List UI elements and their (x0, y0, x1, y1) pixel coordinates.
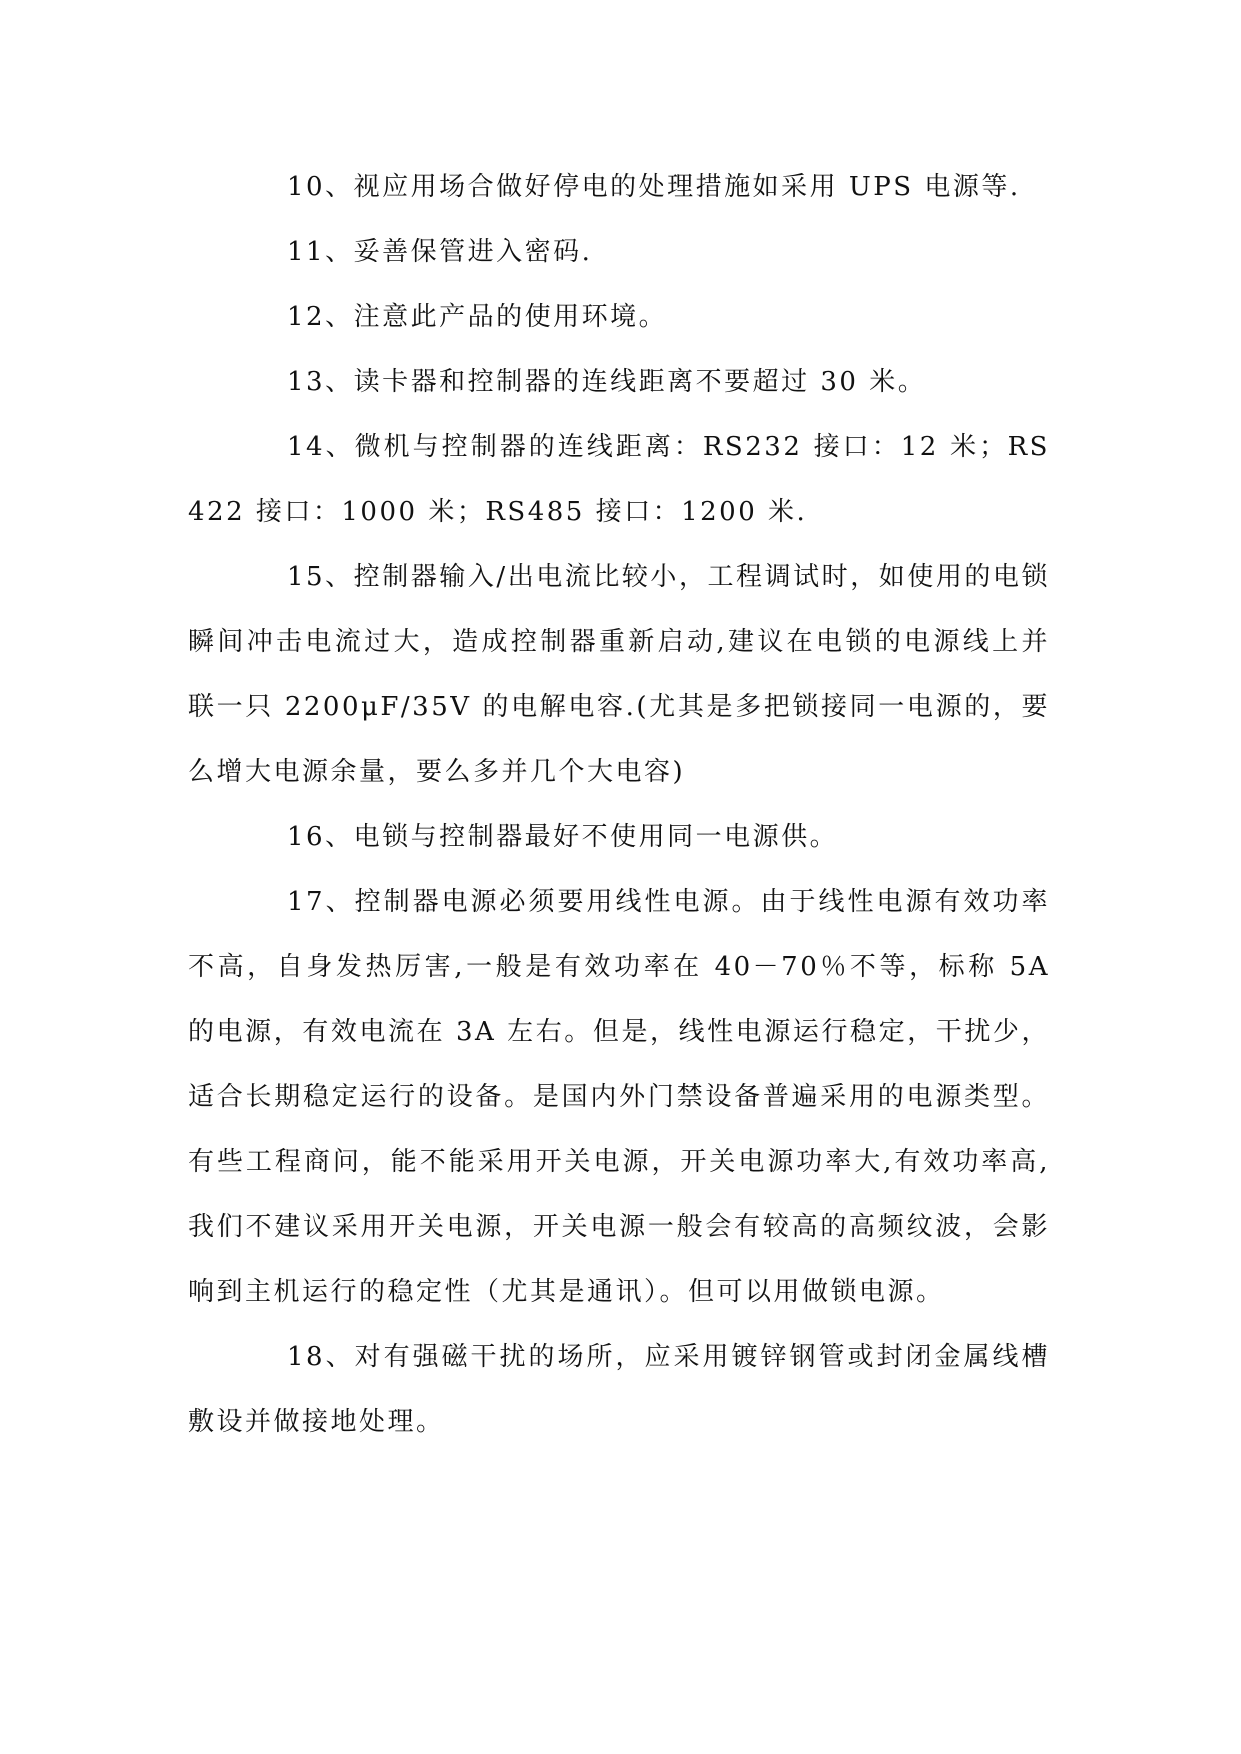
paragraph-item-13: 13、读卡器和控制器的连线距离不要超过 30 米。 (287, 367, 927, 397)
paragraph-item-10: 10、视应用场合做好停电的处理措施如采用 UPS 电源等. (287, 172, 1021, 202)
paragraph-item-14: 14、微机与控制器的连线距离：RS232 接口：12 米；RS422 接口：1000 米；RS485 接口：1200 米. (188, 432, 1050, 527)
paragraph-item-16: 16、电锁与控制器最好不使用同一电源供。 (287, 822, 839, 852)
paragraph-item-18: 18、对有强磁干扰的场所，应采用镀锌钢管或封闭金属线槽敷设并做接地处理。 (188, 1342, 1050, 1437)
document-body (188, 155, 1050, 1455)
paragraph-item-11: 11、妥善保管进入密码. (287, 237, 593, 267)
paragraph-item-15: 15、控制器输入/出电流比较小，工程调试时，如使用的电锁瞬间冲击电流过大，造成控制器重新启动,建议在电锁的电源线上并联一只 2200μF/35V 的电解电容.(尤其是多把锁接同一电源的，要么增大电源余量，要么多并几个大电容) (188, 562, 1050, 787)
paragraph-item-17: 17、控制器电源必须要用线性电源。由于线性电源有效功率不高，自身发热厉害,一般是有效功率在 40－70％不等，标称 5A 的电源，有效电流在 3A 左右。但是，线性电源运行稳定，干扰少，适合长期稳定运行的设备。是国内外门禁设备普遍采用的电源类型。有些工程商问，能不能采用开关电源，开关电源功率大,有效功率高,我们不建议采用开关电源，开关电源一般会有较高的高频纹波，会影响到主机运行的稳定性（尤其是通讯）。但可以用做锁电源。 (188, 887, 1050, 1307)
paragraph-item-12: 12、注意此产品的使用环境。 (287, 302, 668, 332)
